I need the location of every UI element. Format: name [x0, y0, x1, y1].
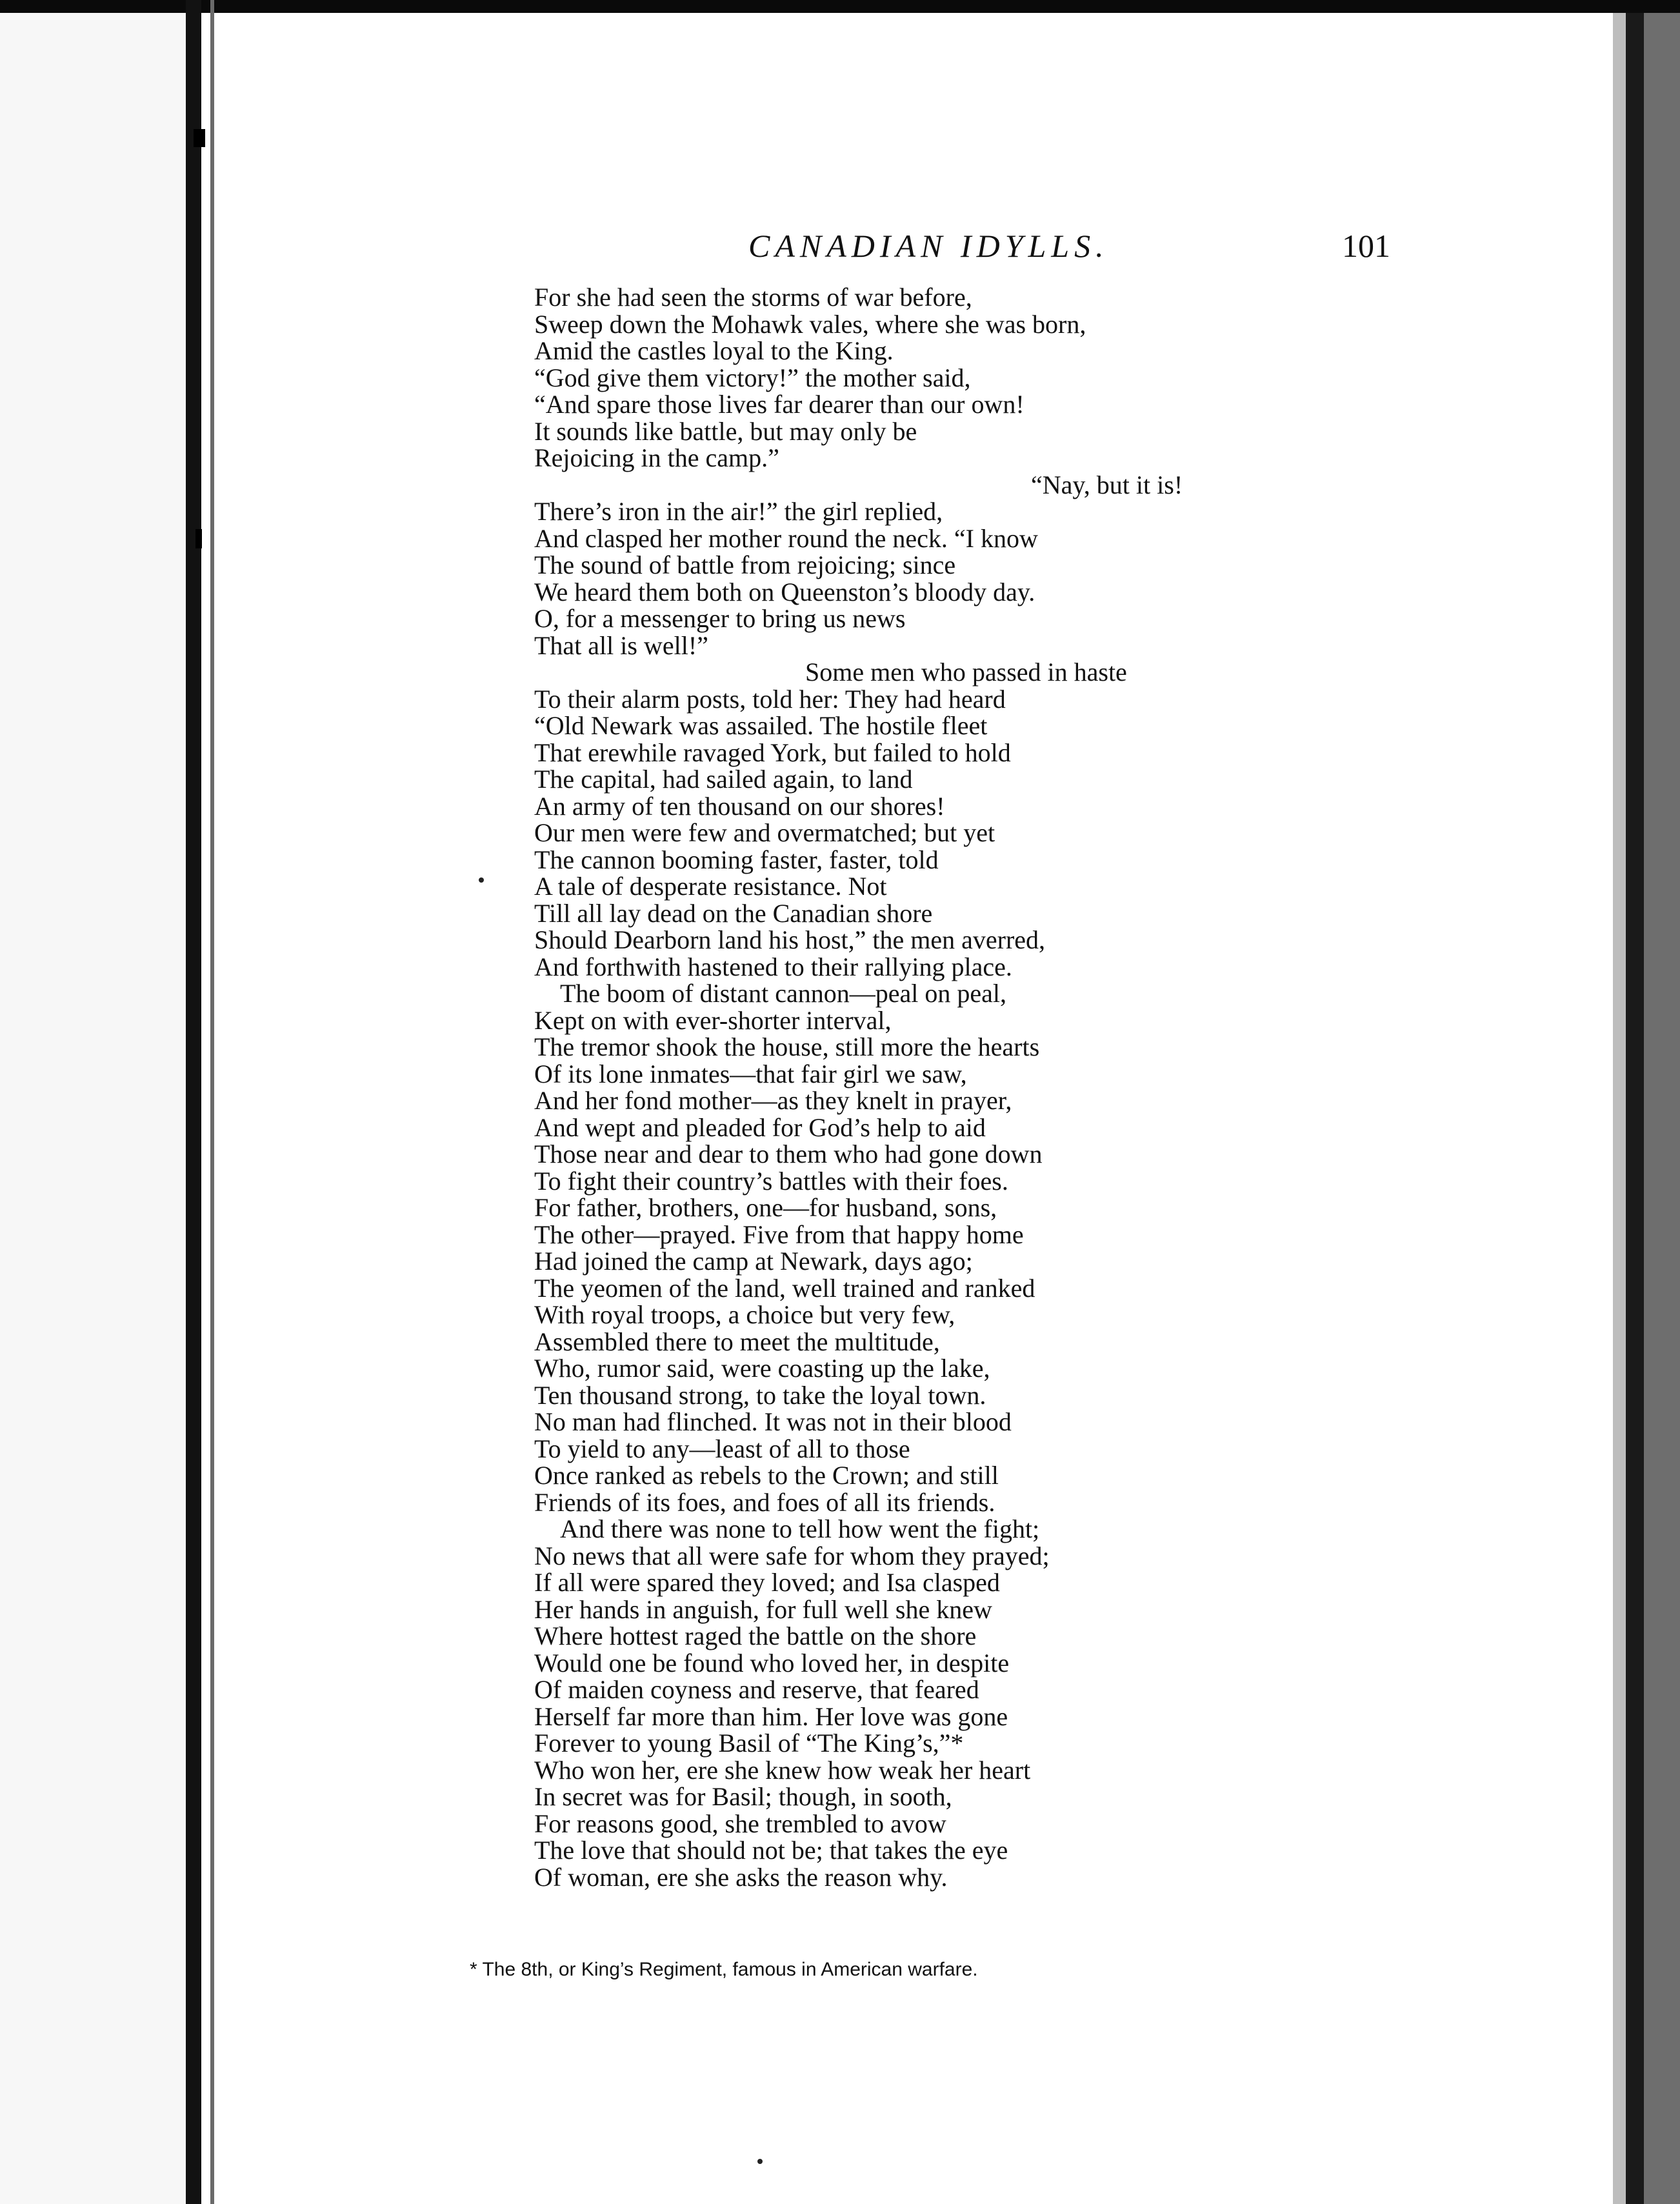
speck — [757, 2159, 763, 2164]
poem-line: Of woman, ere she asks the reason why. — [534, 1862, 948, 1892]
poem-line: Our men were few and overmatched; but yet — [534, 818, 995, 847]
poem-line: For she had seen the storms of war before, — [534, 283, 972, 312]
poem-line: The other—prayed. Five from that happy home — [534, 1219, 1024, 1249]
poem-line: To yield to any—least of all to those — [534, 1434, 910, 1463]
poem-line: It sounds like battle, but may only be — [534, 416, 917, 446]
poem-line: The sound of battle from rejoicing; since — [534, 550, 956, 579]
poem-line: No news that all were safe for whom they prayed; — [534, 1541, 1050, 1570]
poem-line: Of its lone inmates—that fair girl we saw, — [534, 1059, 967, 1088]
poem-line: Once ranked as rebels to the Crown; and still — [534, 1461, 999, 1490]
running-head: CANADIAN IDYLLS. — [748, 228, 1109, 264]
poem-line: Should Dearborn land his host,” the men averred, — [534, 925, 1046, 954]
page-edge-dark — [1626, 13, 1644, 2204]
poem-line: Those near and dear to them who had gone down — [534, 1139, 1043, 1168]
poem-line: Herself far more than him. Her love was gone — [534, 1701, 1008, 1731]
poem-line: The boom of distant cannon—peal on peal, — [560, 979, 1007, 1008]
poem-line: The love that should not be; that takes the eye — [534, 1836, 1008, 1865]
facing-page-edge — [0, 13, 187, 2204]
gutter-mark — [194, 129, 205, 147]
poem-line: Sweep down the Mohawk vales, where she was born, — [534, 309, 1086, 339]
poem-line: “And spare those lives far dearer than our own! — [534, 390, 1025, 419]
poem-line: The capital, had sailed again, to land — [534, 765, 913, 794]
poem-line: Friends of its foes, and foes of all its friends. — [534, 1487, 995, 1517]
poem-line: Who, rumor said, were coasting up the lake, — [534, 1354, 990, 1383]
poem-line: Would one be found who loved her, in despite — [534, 1648, 1010, 1678]
footnote: * The 8th, or King’s Regiment, famous in American warfare. — [470, 1959, 978, 1980]
poem-line: To their alarm posts, told her: They had heard — [534, 684, 1006, 714]
poem-line: Kept on with ever-shorter interval, — [534, 1005, 892, 1035]
poem-line: That all is well!” — [534, 630, 708, 660]
poem-line: For reasons good, she trembled to avow — [534, 1808, 946, 1838]
poem-line: In secret was for Basil; though, in sooth, — [534, 1782, 952, 1811]
page-number: 101 — [1342, 228, 1390, 264]
poem-line: There’s iron in the air!” the girl replied, — [534, 497, 943, 526]
poem-line: And clasped her mother round the neck. “I know — [534, 523, 1038, 553]
poem-line: An army of ten thousand on our shores! — [534, 791, 945, 821]
poem-line: Amid the castles loyal to the King. — [534, 336, 894, 365]
poem-line: Forever to young Basil of “The King’s,”* — [534, 1728, 964, 1758]
poem-line: That erewhile ravaged York, but failed to hold — [534, 737, 1011, 767]
gutter-mark — [195, 529, 202, 548]
poem-line: Where hottest raged the battle on the shore — [534, 1621, 977, 1650]
poem-line: A tale of desperate resistance. Not — [534, 872, 887, 901]
poem-line: Assembled there to meet the multitude, — [534, 1327, 940, 1356]
poem-line: Some men who passed in haste — [805, 657, 1127, 686]
poem-line: And her fond mother—as they knelt in prayer, — [534, 1086, 1012, 1115]
poem-line: Rejoicing in the camp.” — [534, 443, 779, 472]
page-edge-shadow — [1613, 13, 1626, 2204]
poem-line: Till all lay dead on the Canadian shore — [534, 898, 933, 928]
poem-line: The cannon booming faster, faster, told — [534, 845, 939, 874]
poem-line: “Old Newark was assailed. The hostile fleet — [534, 711, 988, 740]
poem-line: With royal troops, a choice but very few, — [534, 1300, 955, 1329]
poem-line: Who won her, ere she knew how weak her heart — [534, 1755, 1031, 1785]
poem-line: O, for a messenger to bring us news — [534, 604, 906, 633]
poem-line: Had joined the camp at Newark, days ago; — [534, 1247, 973, 1276]
poem-line: Ten thousand strong, to take the loyal town. — [534, 1380, 986, 1410]
poem-line: For father, brothers, one—for husband, sons, — [534, 1193, 997, 1222]
poem-line: Her hands in anguish, for full well she knew — [534, 1594, 992, 1624]
poem-line: Of maiden coyness and reserve, that feared — [534, 1675, 979, 1704]
scan-top-border — [0, 0, 1680, 13]
poem-text — [534, 284, 1308, 1890]
poem-line: To fight their country’s battles with their foes. — [534, 1166, 1008, 1196]
poem-line: And there was none to tell how went the fight; — [560, 1514, 1040, 1543]
poem-line: The tremor shook the house, still more the hearts — [534, 1032, 1040, 1061]
poem-line: No man had flinched. It was not in their blood — [534, 1407, 1012, 1436]
speck — [479, 877, 484, 883]
book-gutter — [186, 0, 201, 2204]
poem-line: “God give them victory!” the mother said, — [534, 363, 971, 392]
poem-line: If all were spared they loved; and Isa clasped — [534, 1568, 1000, 1597]
page-edge-stack — [1644, 13, 1680, 2204]
poem-line: The yeomen of the land, well trained and ranked — [534, 1273, 1035, 1303]
poem-line: We heard them both on Queenston’s bloody day. — [534, 577, 1035, 606]
poem-line: “Nay, but it is! — [1031, 470, 1183, 499]
poem-line: And wept and pleaded for God’s help to aid — [534, 1112, 986, 1142]
poem-line: And forthwith hastened to their rallying place. — [534, 952, 1012, 981]
